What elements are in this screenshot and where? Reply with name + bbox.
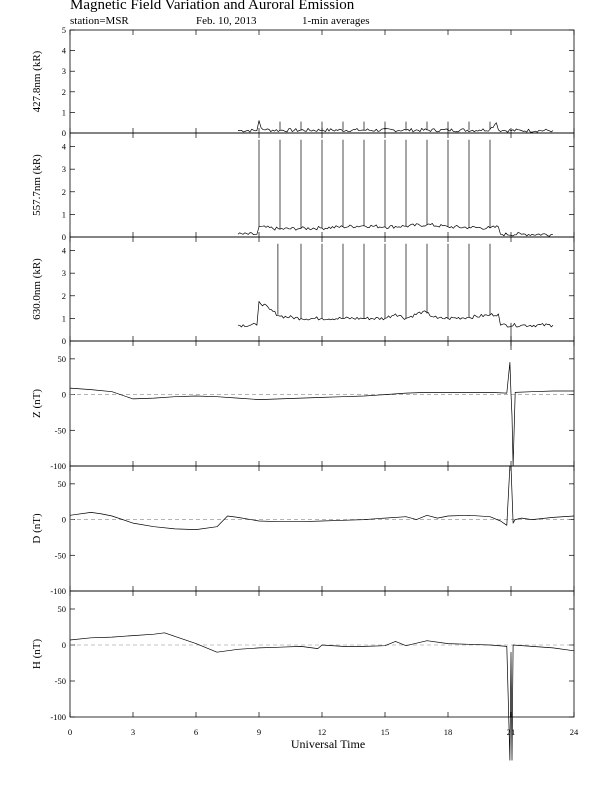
- series-line-Z: [70, 362, 574, 466]
- panel-pZ: [31, 341, 574, 471]
- y-axis-label: H (nT): [31, 638, 43, 670]
- y-tick-label: 2: [61, 290, 66, 301]
- averaging-label: 1-min averages: [302, 15, 370, 27]
- y-tick-label: 3: [61, 164, 66, 175]
- y-tick-label: 0: [61, 336, 66, 346]
- y-axis-label: 427.8nm (kR): [31, 50, 43, 113]
- x-tick-label: 24: [569, 727, 579, 737]
- y-tick-label: 0: [61, 232, 66, 242]
- series-line-557.7nm: [238, 223, 553, 236]
- panel-p5577: [31, 133, 574, 242]
- y-tick-label: 2: [61, 86, 66, 97]
- y-tick-label: 4: [61, 141, 66, 152]
- chart-title: Magnetic Field Variation and Auroral Emission: [70, 0, 355, 13]
- y-axis-label: D (nT): [31, 513, 43, 544]
- x-tick-label: 15: [380, 727, 390, 737]
- y-tick-label: 0: [61, 640, 66, 650]
- y-tick-label: 5: [61, 25, 66, 35]
- y-tick-label: -50: [54, 676, 66, 686]
- y-tick-label: 0: [61, 389, 66, 400]
- panel-frame: [70, 30, 574, 133]
- y-tick-label: 0: [61, 128, 66, 138]
- x-tick-label: 18: [443, 727, 453, 737]
- panel-frame: [70, 466, 574, 591]
- x-tick-label: 3: [130, 727, 136, 737]
- x-tick-label: 12: [317, 727, 327, 737]
- x-tick-label: 0: [67, 727, 73, 737]
- y-tick-label: 50: [57, 478, 66, 489]
- y-tick-label: 0: [61, 514, 66, 525]
- y-tick-label: -50: [54, 550, 66, 561]
- panel-p6300: [31, 237, 574, 350]
- y-tick-label: 4: [61, 45, 66, 56]
- y-tick-label: 3: [61, 268, 66, 279]
- y-axis-label: Z (nT): [31, 388, 43, 419]
- panel-p4278: [31, 25, 574, 138]
- y-tick-label: 50: [57, 604, 66, 614]
- y-tick-label: 1: [61, 107, 66, 118]
- y-tick-label: 1: [61, 209, 66, 220]
- panel-pH: [31, 591, 574, 760]
- y-tick-label: -100: [50, 712, 66, 722]
- x-axis-label: Universal Time: [290, 737, 366, 751]
- x-tick-label: 9: [256, 727, 262, 737]
- panel-frame: [70, 591, 574, 717]
- date-label: Feb. 10, 2013: [196, 15, 257, 27]
- series-line-427.8nm: [238, 121, 553, 133]
- y-tick-label: -100: [50, 461, 66, 471]
- x-tick-label: 6: [193, 727, 199, 737]
- panel-frame: [70, 341, 574, 466]
- panel-pD: [31, 466, 574, 596]
- y-tick-label: -100: [50, 586, 66, 596]
- y-tick-label: 4: [61, 245, 66, 256]
- y-axis-label: 630.0nm (kR): [31, 258, 43, 320]
- y-tick-label: -50: [54, 425, 66, 436]
- y-tick-label: 1: [61, 313, 66, 324]
- series-line-630.0nm: [238, 301, 553, 327]
- y-tick-label: 3: [61, 66, 66, 77]
- y-axis-label: 557.7nm (kR): [31, 154, 43, 216]
- y-tick-label: 2: [61, 186, 66, 197]
- x-tick-label: 21: [506, 727, 516, 737]
- series-line-D: [70, 466, 574, 530]
- y-tick-label: 50: [57, 353, 66, 364]
- panels-group: [31, 25, 579, 760]
- station-label: station=MSR: [70, 15, 129, 27]
